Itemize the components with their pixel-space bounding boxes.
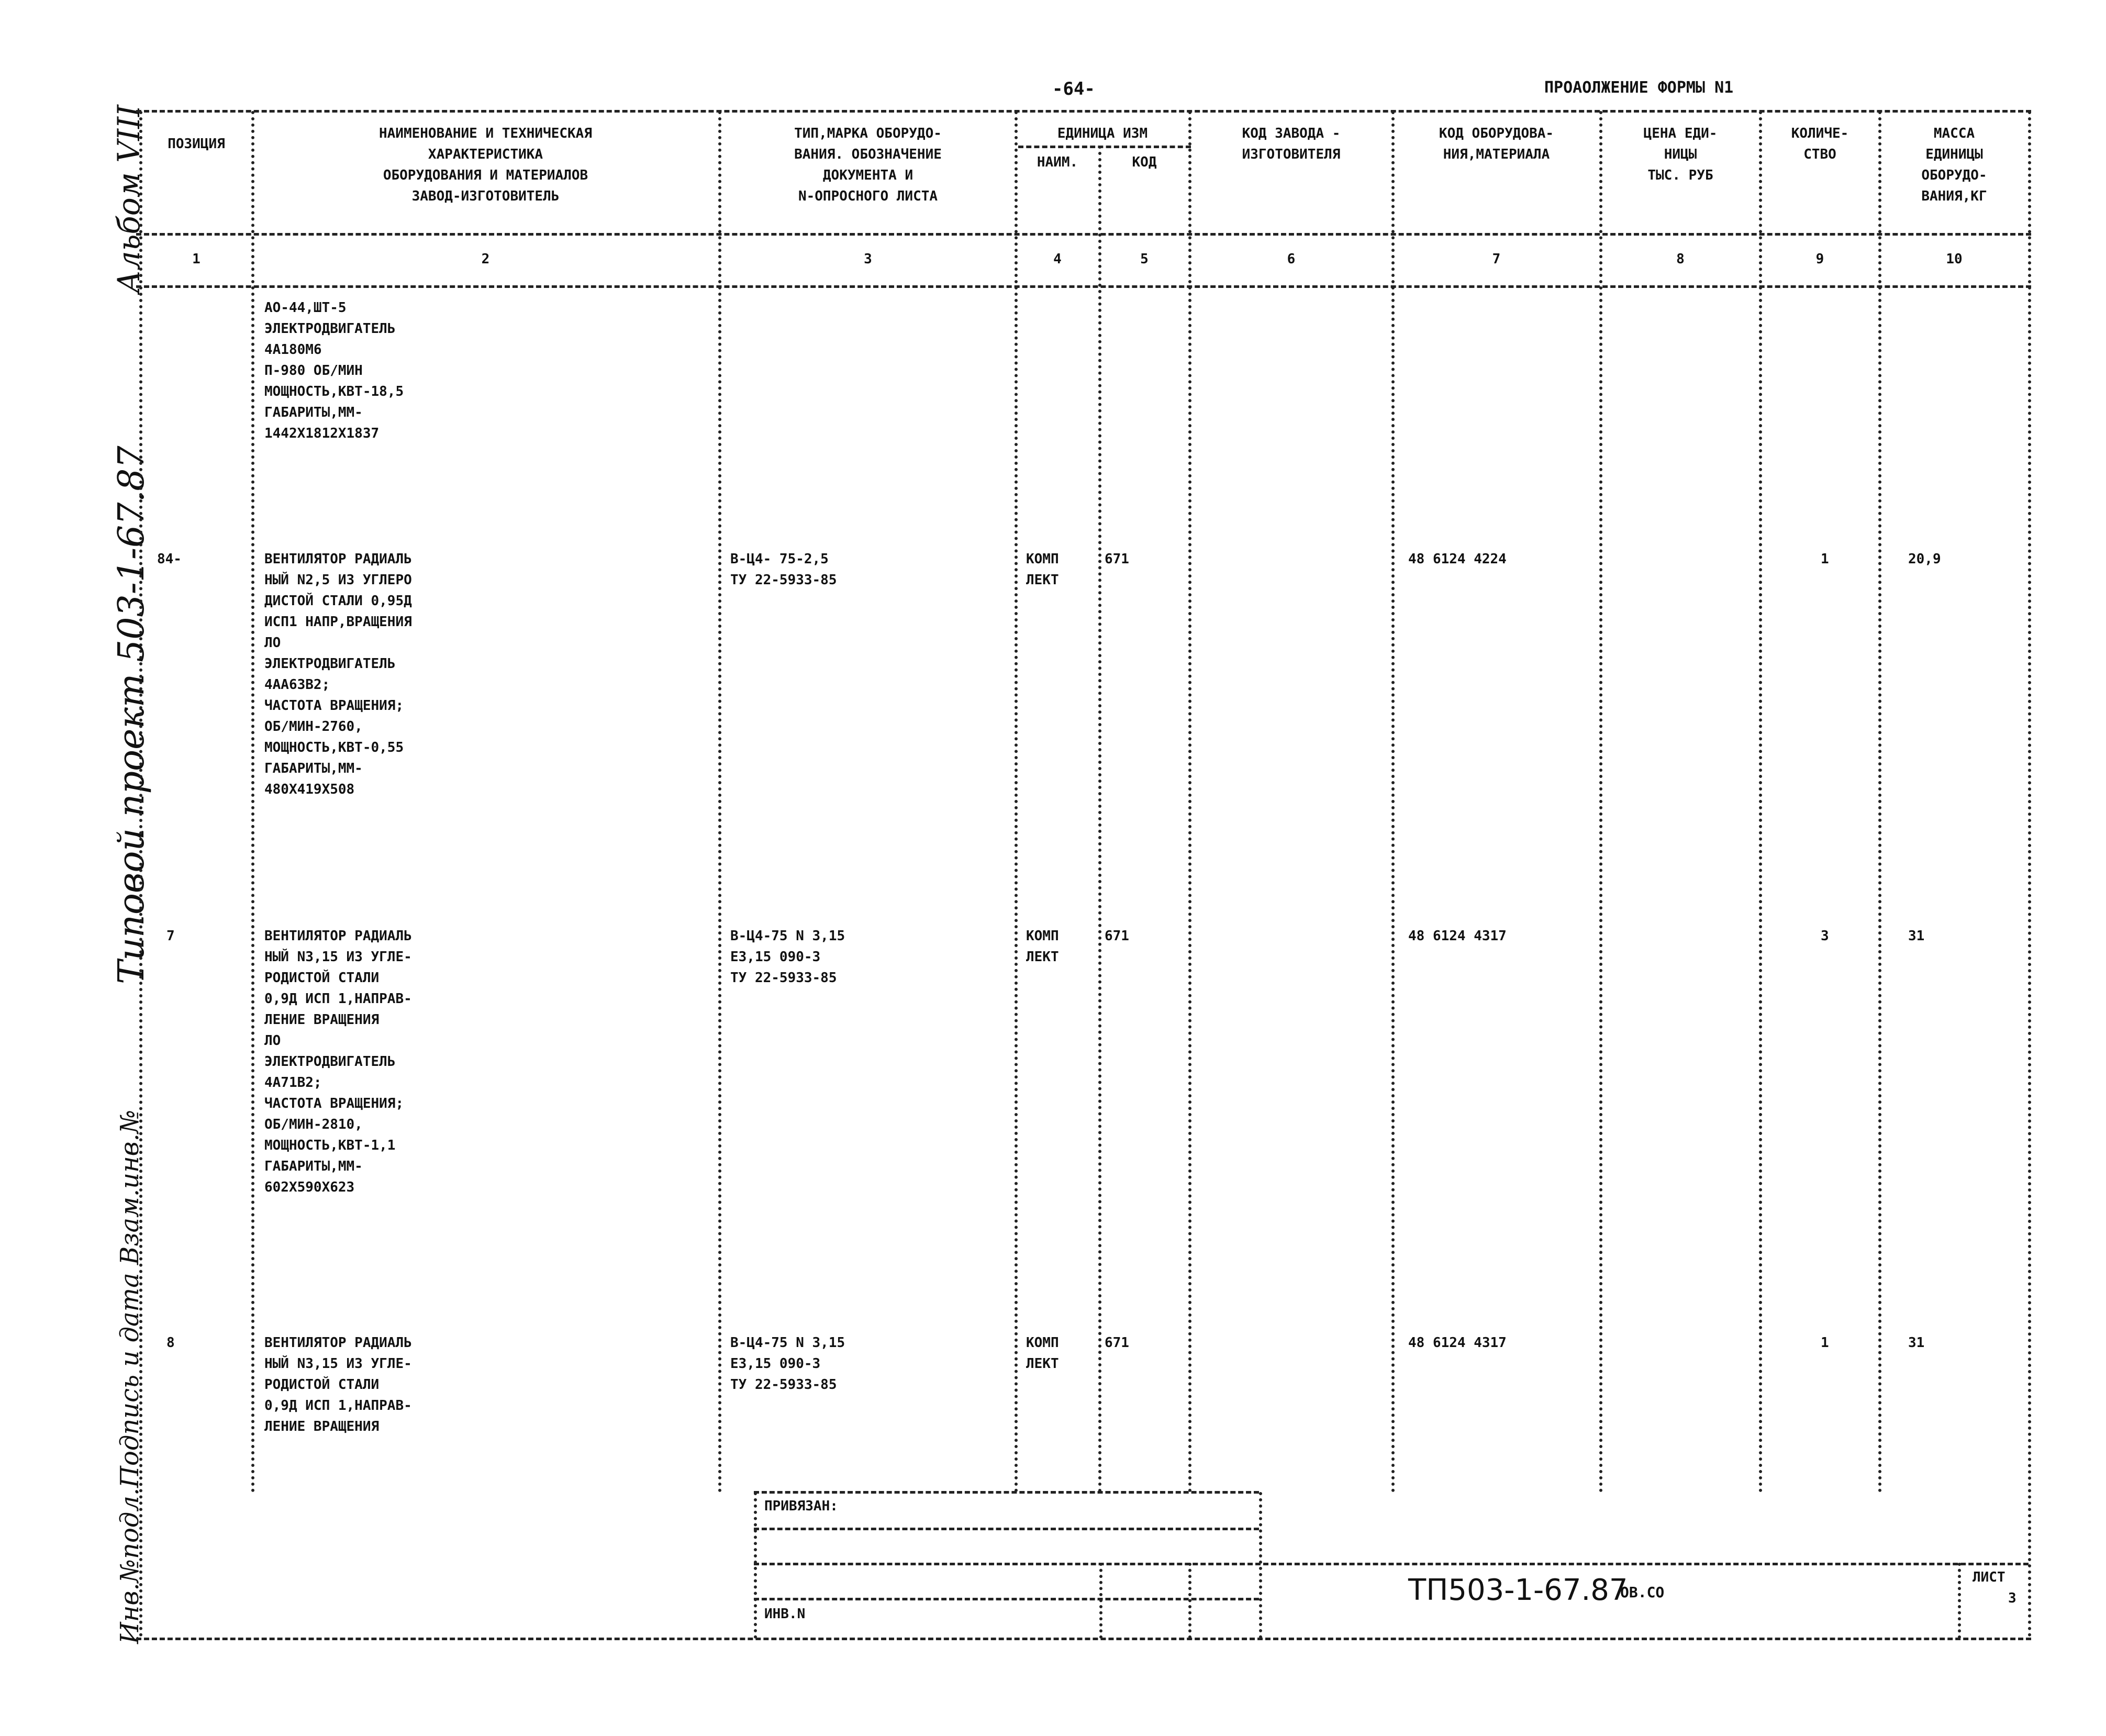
header-equipment-code: КОД ОБОРУДОВА- НИЯ,МАТЕРИАЛА (1439, 126, 1554, 162)
row-1-position: 84- (157, 551, 182, 567)
row-3-name: ВЕНТИЛЯТОР РАДИАЛЬ НЫЙ N3,15 ИЗ УГЛЕ- РОДИСТОЙ СТАЛИ 0,9Д ИСП 1,НАПРАВ- ЛЕНИЕ ВРАЩЕНИЯ (264, 1335, 412, 1434)
stamp-inventory: ИНВ.N (764, 1606, 806, 1622)
row-2-position: 7 (166, 928, 175, 944)
col-sep-3 (1015, 111, 1018, 1493)
project-label: Типовой проект 503-1-67.87 (111, 446, 152, 984)
header-unit-code: КОД (1132, 154, 1157, 170)
col-sep-6 (1391, 111, 1395, 1493)
col-number-7: 7 (1492, 251, 1501, 267)
stamp-sep-d (1259, 1492, 1262, 1639)
row-1-mass: 20,9 (1908, 551, 1941, 567)
row-0-name: АО-44,ШТ-5 ЭЛЕКТРОДВИГАТЕЛЬ 4А180М6 П-980 ОБ/МИН МОЩНОСТЬ,КВТ-18,5 ГАБАРИТЫ,ММ- 1442Х1812Х1837 (264, 300, 404, 441)
col-number-1: 1 (192, 251, 200, 267)
header-name: НАИМЕНОВАНИЕ И ТЕХНИЧЕСКАЯ ХАРАКТЕРИСТИКА ОБОРУДОВАНИЯ И МАТЕРИАЛОВ ЗАВОД-ИЗГОТОВИТЕЛЬ (379, 126, 592, 204)
col-number-5: 5 (1140, 251, 1149, 267)
stamp-rule-1 (754, 1491, 1259, 1494)
row-2-mass: 31 (1908, 928, 1925, 944)
header-unit: ЕДИНИЦА ИЗМ (1057, 126, 1148, 141)
col-sep-5 (1188, 111, 1191, 1493)
col-sep-8 (1759, 111, 1762, 1493)
col-sep-1 (251, 111, 254, 1493)
header-quantity: КОЛИЧЕ- СТВО (1791, 126, 1849, 162)
stamp-rule-3 (754, 1563, 2029, 1565)
stamp-sep-b (1099, 1563, 1102, 1639)
header-position: ПОЗИЦИЯ (168, 136, 225, 152)
stamp-attached: ПРИВЯЗАН: (764, 1498, 838, 1514)
sheet-label: ЛИСТ (1973, 1570, 2005, 1585)
stamp-rule-4 (754, 1598, 1259, 1600)
header-price: ЦЕНА ЕДИ- НИЦЫ ТЫС. РУБ (1643, 126, 1718, 183)
rule-top (136, 110, 2031, 113)
header-plant-code: КОД ЗАВОДА - ИЗГОТОВИТЕЛЯ (1242, 126, 1341, 162)
col-sep-10 (2028, 111, 2031, 1638)
col-sep-0 (139, 111, 142, 1638)
row-3-quantity: 1 (1821, 1335, 1829, 1351)
header-unit-name: НАИМ. (1037, 154, 1078, 170)
header-type: ТИП,МАРКА ОБОРУДО- ВАНИЯ. ОБОЗНАЧЕНИЕ ДОКУМЕНТА И N-ОПРОСНОГО ЛИСТА (794, 126, 942, 204)
row-3-type: В-Ц4-75 N 3,15 Е3,15 090-3 ТУ 22-5933-85 (730, 1335, 845, 1393)
rule-header-bottom (136, 233, 2031, 236)
row-2-unit: КОМП ЛЕКТ (1026, 928, 1059, 965)
row-1-unit: КОМП ЛЕКТ (1026, 551, 1059, 588)
rule-unit-split (1018, 146, 1191, 148)
stamp-rule-2 (754, 1528, 1259, 1530)
col-number-4: 4 (1053, 251, 1062, 267)
stamp-sep-a (754, 1492, 757, 1639)
stamp-label: Инв.№подл.Подпись и дата Взам.инв.№ (115, 1109, 144, 1644)
rule-colnum-bottom (136, 285, 2031, 288)
row-2-name: ВЕНТИЛЯТОР РАДИАЛЬ НЫЙ N3,15 ИЗ УГЛЕ- РОДИСТОЙ СТАЛИ 0,9Д ИСП 1,НАПРАВ- ЛЕНИЕ ВРАЩЕНИЯ ЛО ЭЛЕКТРОДВИГАТЕЛЬ 4А71В2; ЧАСТОТА ВРАЩЕНИЯ; ОБ/МИН-2810, МОЩНОСТЬ,КВТ-1,1 ГАБАРИТЫ,ММ- 602Х590Х623 (264, 928, 412, 1195)
row-3-mass: 31 (1908, 1335, 1925, 1351)
row-2-equipment-code: 48 6124 4317 (1408, 928, 1507, 944)
stamp-sep-c (1188, 1563, 1191, 1639)
col-number-8: 8 (1676, 251, 1685, 267)
row-3-unit: КОМП ЛЕКТ (1026, 1335, 1059, 1372)
row-2-code: 671 (1105, 928, 1129, 944)
col-sep-9 (1878, 111, 1881, 1493)
row-3-code: 671 (1105, 1335, 1129, 1351)
col-number-9: 9 (1815, 251, 1824, 267)
col-sep-7 (1599, 111, 1602, 1493)
header-mass: МАССА ЕДИНИЦЫ ОБОРУДО- ВАНИЯ,КГ (1921, 126, 1987, 204)
document-suffix: ОВ.СО (1620, 1584, 1665, 1601)
col-number-6: 6 (1287, 251, 1296, 267)
row-1-code: 671 (1105, 551, 1129, 567)
row-2-type: В-Ц4-75 N 3,15 Е3,15 090-3 ТУ 22-5933-85 (730, 928, 845, 986)
col-sep-4 (1098, 146, 1101, 1493)
sheet-number: 3 (2008, 1590, 2016, 1606)
page-number: -64- (1052, 79, 1095, 99)
row-1-type: В-Ц4- 75-2,5 ТУ 22-5933-85 (730, 551, 837, 588)
row-1-quantity: 1 (1821, 551, 1829, 567)
document-code: ТП503-1-67.87 (1408, 1573, 1628, 1607)
row-3-equipment-code: 48 6124 4317 (1408, 1335, 1507, 1351)
stamp-sep-e (1958, 1563, 1961, 1639)
col-number-3: 3 (864, 251, 872, 267)
col-number-2: 2 (481, 251, 490, 267)
rule-bottom (136, 1638, 2031, 1640)
col-sep-2 (718, 111, 721, 1493)
continuation-label: ПРОАОЛЖЕНИЕ ФОРМЫ N1 (1544, 79, 1734, 97)
album-label: Альбом VIII (111, 105, 147, 293)
row-2-quantity: 3 (1821, 928, 1829, 944)
row-1-equipment-code: 48 6124 4224 (1408, 551, 1507, 567)
col-number-10: 10 (1946, 251, 1963, 267)
row-3-position: 8 (166, 1335, 175, 1351)
row-1-name: ВЕНТИЛЯТОР РАДИАЛЬ НЫЙ N2,5 ИЗ УГЛЕРО ДИСТОЙ СТАЛИ 0,95Д ИСП1 НАПР,ВРАЩЕНИЯ ЛО ЭЛЕКТРОДВИГАТЕЛЬ 4АА63В2; ЧАСТОТА ВРАЩЕНИЯ; ОБ/МИН-2760, МОЩНОСТЬ,КВТ-0,55 ГАБАРИТЫ,ММ- 480Х419Х508 (264, 551, 412, 797)
